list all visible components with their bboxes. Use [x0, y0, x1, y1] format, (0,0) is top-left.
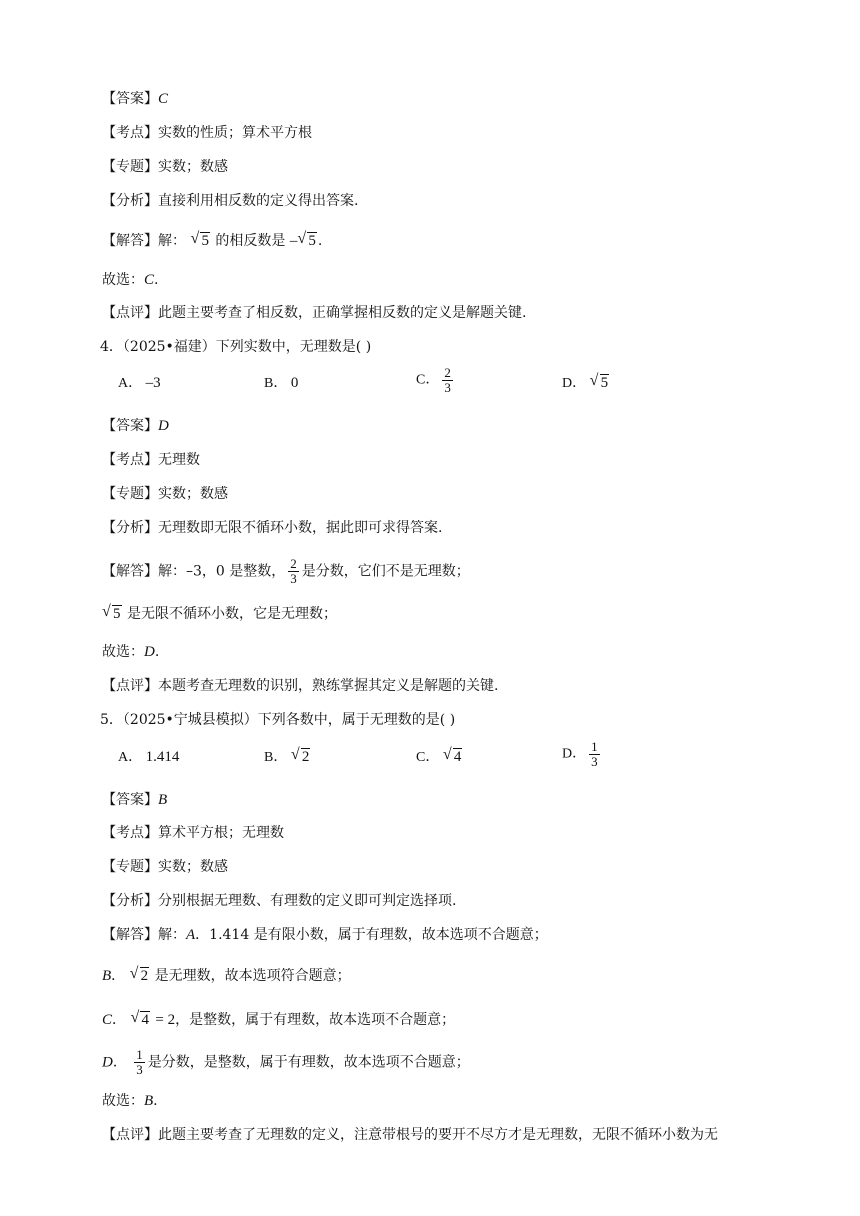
equation: = 2 [155, 1012, 176, 1028]
kaodian-label: 【考点】 [102, 452, 158, 468]
q5-fenxi-line [102, 891, 456, 911]
q5-option-a: A． 1.414 [118, 749, 180, 765]
jieda-label: 【解答】 [102, 927, 158, 943]
sqrt-expression: √ 4 [131, 1010, 150, 1030]
sqrt-expression: √ 5 [591, 373, 610, 393]
fraction: $\frac{1}{3}$ [136, 1047, 143, 1077]
q4-answer-line [102, 416, 169, 436]
q4-zhuanti-line [102, 484, 228, 504]
jieda-part2: 是分数，它们不是无理数； [301, 563, 470, 580]
q3-jieda-line [102, 231, 322, 251]
option-letter: B [102, 968, 112, 984]
q3-guxuan-line [102, 270, 158, 290]
fenxi-text: 直接利用相反数的定义得出答案. [158, 193, 359, 209]
fraction: $\frac{1}{3}$ [591, 739, 598, 769]
zhuanti-label: 【专题】 [102, 859, 158, 875]
jieda-line2-text: 是无限不循环小数，它是无理数； [126, 606, 337, 622]
sqrt-expression: √ 5 [191, 231, 210, 251]
answer-value: C [158, 91, 169, 107]
zhuanti-text: 实数；数感 [158, 159, 228, 175]
answer-label: 【答案】 [102, 91, 158, 107]
fenxi-label: 【分析】 [102, 893, 158, 909]
kaodian-text: 实数的性质；算术平方根 [158, 125, 312, 141]
q5-stem: 5．（2025•宁城县模拟）下列各数中，属于无理数的是( ) [100, 712, 456, 728]
fraction: $\frac{2}{3}$ [290, 556, 297, 586]
separator: ． [112, 1054, 127, 1071]
sqrt-expression: √ 4 [444, 747, 463, 767]
q5-answer-line [102, 790, 167, 810]
guxuan-value: D [144, 644, 155, 660]
kaodian-label: 【考点】 [102, 125, 158, 141]
dianping-text: 本题考查无理数的识别，熟练掌握其定义是解题的关键. [158, 678, 499, 694]
sqrt-expression: √ 5 [298, 231, 317, 251]
fenxi-text: 分别根据无理数、有理数的定义即可判定选择项. [158, 893, 457, 909]
q4-kaodian-line [102, 450, 200, 470]
q4-guxuan-line [102, 642, 159, 662]
q3-dianping-line [102, 303, 526, 323]
dianping-text: 此题主要考查了无理数的定义，注意带根号的要开不尽方才是无理数，无限不循环小数为无 [158, 1127, 718, 1143]
jieda-prefix: 解： [158, 563, 186, 580]
option-letter: A [186, 927, 196, 943]
fenxi-text: 无理数即无限不循环小数，据此即可求得答案. [158, 520, 443, 536]
answer-label: 【答案】 [102, 418, 158, 434]
jieda-b-text: 是无理数，故本选项符合题意； [154, 968, 351, 984]
minus-sign: – [289, 233, 298, 249]
guxuan-label: 故选： [102, 644, 144, 660]
q4-option-d: D． √ 5 [562, 373, 610, 394]
jieda-part1: –3，0 是整数， [186, 563, 286, 580]
guxuan-value: B [144, 1093, 154, 1109]
q5-jieda-d-line [102, 1047, 470, 1077]
kaodian-text: 算术平方根；无理数 [158, 825, 284, 841]
kaodian-label: 【考点】 [102, 825, 158, 841]
answer-label: 【答案】 [102, 792, 158, 808]
q4-option-a: A． –3 [118, 375, 161, 391]
guxuan-value: C [144, 272, 155, 288]
sqrt-expression: √ 2 [292, 747, 311, 767]
q4-fenxi-line [102, 518, 442, 538]
zhuanti-text: 实数；数感 [158, 859, 228, 875]
jieda-c-text: ，是整数，属于有理数，故本选项不合题意； [175, 1012, 456, 1028]
q5-jieda-b-line [102, 966, 351, 986]
jieda-label: 【解答】 [102, 233, 158, 249]
jieda-mid: 的相反数是 [215, 233, 286, 249]
guxuan-label: 故选： [102, 1093, 144, 1109]
q5-jieda-c-line [102, 1010, 455, 1030]
fenxi-label: 【分析】 [102, 520, 158, 536]
sqrt-expression: √ 5 [103, 604, 122, 624]
jieda-prefix: 解： [158, 927, 186, 943]
q5-zhuanti-line [102, 857, 228, 877]
answer-value: D [158, 418, 169, 434]
separator: ． [111, 968, 126, 984]
option-letter: D [102, 1054, 113, 1071]
dianping-label: 【点评】 [102, 305, 158, 321]
dianping-label: 【点评】 [102, 1127, 158, 1143]
q5-dianping-line [102, 1125, 718, 1145]
jieda-a-text: ．1.414 是有限小数，属于有理数，故本选项不合题意； [195, 927, 548, 943]
q5-kaodian-line [102, 823, 284, 843]
jieda-prefix: 解： [158, 233, 186, 249]
zhuanti-label: 【专题】 [102, 159, 158, 175]
q3-answer-line [102, 89, 168, 109]
q4-dianping-line [102, 676, 498, 696]
q4-option-c: C． $\frac{2}{3}$ [416, 365, 451, 395]
separator: ． [112, 1012, 127, 1028]
guxuan-label: 故选： [102, 272, 144, 288]
q4-option-b: B． 0 [264, 375, 299, 391]
q3-zhuanti-line [102, 157, 228, 177]
q4-jieda-line2 [102, 604, 337, 624]
q3-kaodian-line [102, 123, 312, 143]
period: . [153, 1093, 158, 1109]
answer-value: B [158, 792, 168, 808]
period: . [317, 233, 323, 249]
q5-jieda-line [102, 925, 548, 945]
q5-option-b: B． √ 2 [264, 747, 311, 768]
jieda-label: 【解答】 [102, 563, 158, 580]
q4-stem: 4．（2025•福建）下列实数中，无理数是( ) [100, 339, 372, 355]
period: . [154, 644, 160, 660]
q4-jieda-line [102, 556, 470, 586]
q5-option-d: D． $\frac{1}{3}$ [562, 739, 598, 769]
fenxi-label: 【分析】 [102, 193, 158, 209]
dianping-label: 【点评】 [102, 678, 158, 694]
jieda-d-text: 是分数，是整数，属于有理数，故本选项不合题意； [147, 1054, 470, 1071]
q5-guxuan-line [102, 1091, 158, 1111]
q5-option-c: C． √ 4 [416, 747, 463, 768]
q3-fenxi-line [102, 191, 358, 211]
option-letter: C [102, 1012, 113, 1028]
kaodian-text: 无理数 [158, 452, 200, 468]
sqrt-expression: √ 2 [131, 966, 150, 986]
zhuanti-text: 实数；数感 [158, 486, 228, 502]
dianping-text: 此题主要考查了相反数，正确掌握相反数的定义是解题关键. [158, 305, 527, 321]
fraction: $\frac{2}{3}$ [444, 365, 451, 395]
period: . [154, 272, 159, 288]
zhuanti-label: 【专题】 [102, 486, 158, 502]
